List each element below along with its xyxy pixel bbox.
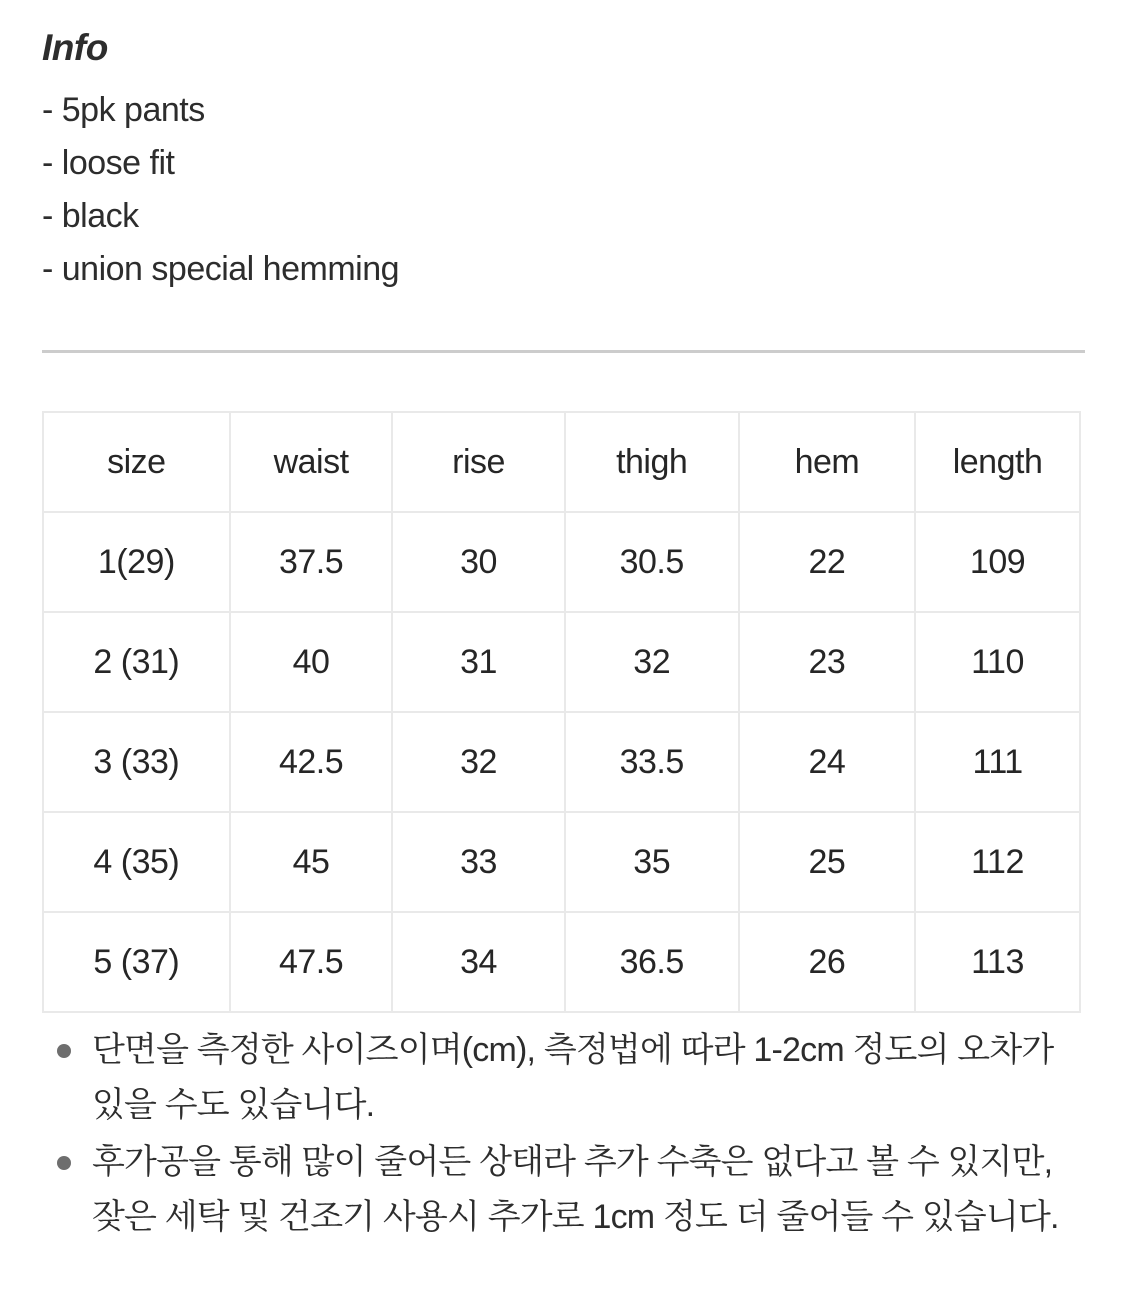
- cell-size: 5 (37): [43, 912, 230, 1012]
- section-divider: [42, 350, 1085, 353]
- column-header-thigh: thigh: [565, 412, 739, 512]
- cell-size: 4 (35): [43, 812, 230, 912]
- cell-rise: 31: [392, 612, 564, 712]
- cell-hem: 26: [739, 912, 915, 1012]
- info-list: [42, 84, 1083, 296]
- cell-thigh: 36.5: [565, 912, 739, 1012]
- column-header-waist: waist: [230, 412, 393, 512]
- column-header-length: length: [915, 412, 1080, 512]
- note-shrinkage: [42, 1135, 1083, 1245]
- info-item-color: - black: [42, 197, 139, 236]
- size-chart-table: [42, 411, 1081, 1013]
- cell-length: 113: [915, 912, 1080, 1012]
- cell-hem: 25: [739, 812, 915, 912]
- cell-thigh: 30.5: [565, 512, 739, 612]
- note-text: 단면을 측정한 사이즈이며(cm), 측정법에 따라 1-2cm 정도의 오차가 있을 수도 있습니다.: [92, 1031, 1054, 1125]
- cell-rise: 30: [392, 512, 564, 612]
- cell-thigh: 32: [565, 612, 739, 712]
- table-row-size-3: [43, 712, 1080, 812]
- column-header-hem: hem: [739, 412, 915, 512]
- cell-thigh: 33.5: [565, 712, 739, 812]
- column-header-size: size: [43, 412, 230, 512]
- cell-waist: 47.5: [230, 912, 393, 1012]
- table-row-size-5: [43, 912, 1080, 1012]
- cell-hem: 23: [739, 612, 915, 712]
- cell-waist: 45: [230, 812, 393, 912]
- cell-rise: 34: [392, 912, 564, 1012]
- note-measurement-tolerance: [42, 1023, 1083, 1133]
- note-text: 후가공을 통해 많이 줄어든 상태라 추가 수축은 없다고 볼 수 있지만, 잦은 세탁 및 건조기 사용시 추가로 1cm 정도 더 줄어들 수 있습니다.: [92, 1143, 1059, 1237]
- table-row-size-1: [43, 512, 1080, 612]
- cell-rise: 33: [392, 812, 564, 912]
- info-item-fit: - loose fit: [42, 144, 175, 183]
- cell-size: 3 (33): [43, 712, 230, 812]
- cell-length: 109: [915, 512, 1080, 612]
- info-item-hemming: - union special hemming: [42, 250, 400, 289]
- cell-hem: 22: [739, 512, 915, 612]
- cell-hem: 24: [739, 712, 915, 812]
- cell-thigh: 35: [565, 812, 739, 912]
- cell-waist: 40: [230, 612, 393, 712]
- bullet-icon: [57, 1156, 71, 1170]
- cell-size: 1(29): [43, 512, 230, 612]
- table-row-size-4: [43, 812, 1080, 912]
- header-row: [43, 412, 1080, 512]
- size-table-body: [43, 512, 1080, 1012]
- cell-length: 112: [915, 812, 1080, 912]
- column-header-rise: rise: [392, 412, 564, 512]
- cell-size: 2 (31): [43, 612, 230, 712]
- cell-waist: 37.5: [230, 512, 393, 612]
- size-table-header: [43, 412, 1080, 512]
- cell-rise: 32: [392, 712, 564, 812]
- cell-waist: 42.5: [230, 712, 393, 812]
- bullet-icon: [57, 1044, 71, 1058]
- cell-length: 111: [915, 712, 1080, 812]
- measurement-notes: [42, 1023, 1083, 1245]
- cell-length: 110: [915, 612, 1080, 712]
- info-item-product-type: - 5pk pants: [42, 91, 205, 130]
- table-row-size-2: [43, 612, 1080, 712]
- info-section-title: Info: [42, 27, 108, 68]
